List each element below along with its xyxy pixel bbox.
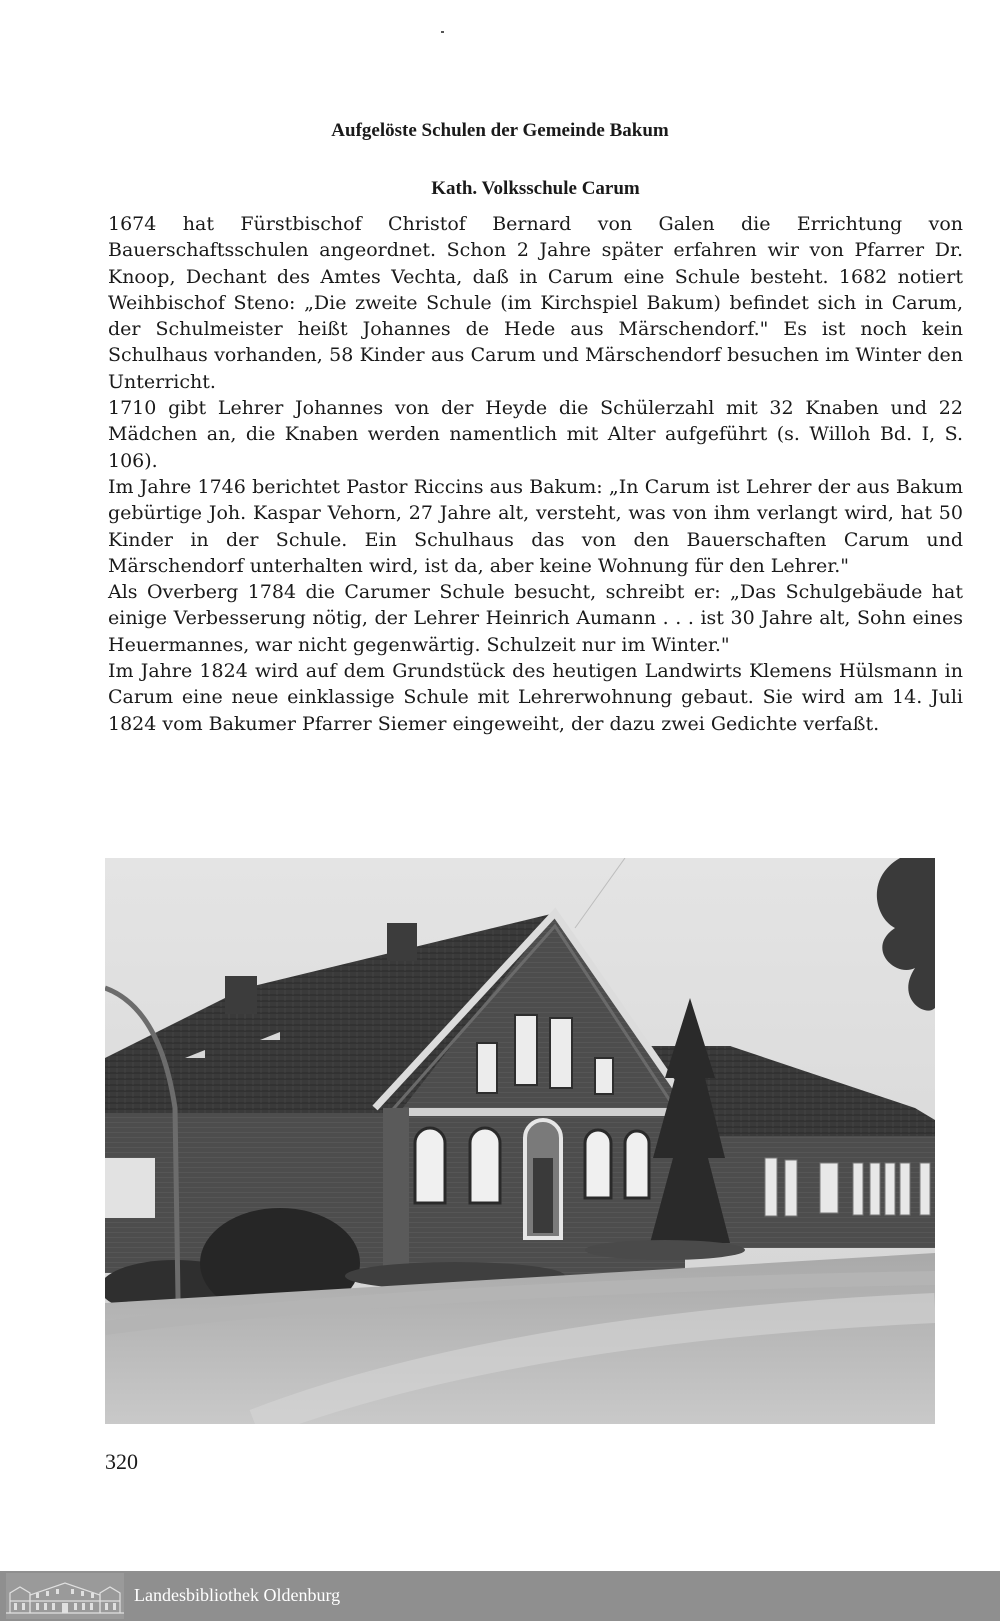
paragraph-1674: 1674 hat Fürstbischof Christof Bernard von Galen die Errichtung von Bauerschaftsschulen angeordnet. Schon 2 Jahre später erfahren wir von Pfarrer Dr. Knoop, Dechant des Amtes Vechta, daß in Carum eine Schule besteht. 1682 notiert Weihbischof Steno: „Die zweite Schule (im Kirchspiel Bakum) befindet sich in Carum, der Schulmeister heißt Johannes de Hede aus Märschendorf." Es ist noch kein Schulhaus vorhanden, 58 Kinder aus Carum und Märschendorf besuchen im Winter den Unterricht. [108,213,963,393]
body-text [108,211,963,737]
page-number: 320 [105,1449,138,1474]
library-building-logo-icon [6,1573,124,1619]
paragraph-1824: Im Jahre 1824 wird auf dem Grundstück des heutigen Landwirts Klemens Hülsmann in Carum eine neue einklassige Schule mit Lehrerwohnung gebaut. Sie wird am 14. Juli 1824 vom Bakumer Pfarrer Siemer eingeweiht, der dazu zwei Gedichte verfaßt. [108,660,963,735]
library-name: Landesbibliothek Oldenburg [134,1585,341,1605]
paragraph-1710: 1710 gibt Lehrer Johannes von der Heyde die Schülerzahl mit 32 Knaben und 22 Mädchen an, die Knaben werden namentlich mit Alter aufgeführt (s. Willoh Bd. I, S. 106). [108,397,963,472]
school-building-illustration [105,858,935,1424]
section-title: Aufgelöste Schulen der Gemeinde Bakum [331,120,669,141]
school-building-photo [105,858,935,1424]
sub-title: Kath. Volksschule Carum [431,178,640,199]
paragraph-1784: Als Overberg 1784 die Carumer Schule besucht, schreibt er: „Das Schulgebäude hat einige Verbesserung nötig, der Lehrer Heinrich Aumann . . . ist 30 Jahre alt, Sohn eines Heuermannes, war nicht gegenwärtig. Schulzeit nur im Winter." [108,581,963,656]
scan-speck [441,31,444,33]
footer-bar [0,1571,1000,1621]
paragraph-1746: Im Jahre 1746 berichtet Pastor Riccins aus Bakum: „In Carum ist Lehrer der aus Bakum gebürtige Joh. Kaspar Vehorn, 27 Jahre alt, versteht, was von ihm verlangt wird, hat 50 Kinder in der Schule. Ein Schulhaus das von den Bauerschaften Carum und Märschendorf unterhalten wird, ist da, aber keine Wohnung für den Lehrer." [108,475,963,577]
